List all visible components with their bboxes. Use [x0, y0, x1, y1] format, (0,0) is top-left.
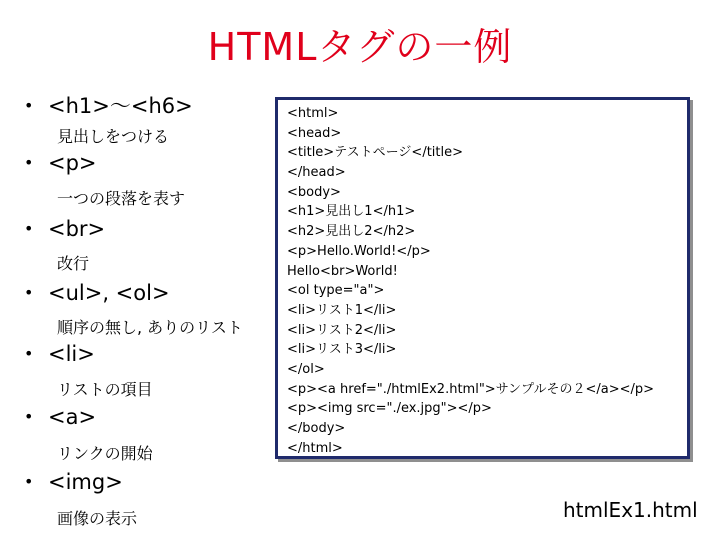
bullet-item	[24, 405, 96, 429]
bullet-item	[24, 470, 123, 494]
code-line: <html>	[287, 106, 339, 121]
code-line: Hello<br>World!	[287, 263, 398, 279]
code-line: </head>	[287, 165, 346, 181]
code-line: <head>	[287, 125, 342, 141]
code-line: <h2>見出し2</h2>	[287, 224, 416, 240]
code-line: <h1>見出し1</h1>	[287, 204, 416, 220]
bullet-description: リストの項目	[57, 380, 153, 399]
code-line: <li>リスト3</li>	[287, 342, 397, 358]
bullet-tag: <ul>, <ol>	[48, 281, 170, 305]
bullet-dot-icon: •	[24, 407, 34, 426]
code-line: <body>	[287, 184, 341, 200]
bullet-description: 順序の無し, ありのリスト	[57, 318, 243, 337]
tag-bullet-list	[24, 0, 274, 540]
bullet-tag: <img>	[48, 470, 123, 494]
bullet-description: リンクの開始	[57, 444, 153, 463]
bullet-item	[24, 342, 95, 366]
bullet-tag: <h1>～<h6>	[48, 94, 193, 118]
bullet-item	[24, 281, 170, 305]
filename-label: htmlEx1.html	[563, 498, 698, 522]
code-line: <title>テストページ</title>	[287, 145, 464, 161]
code-line: <p><img src="./ex.jpg"></p>	[287, 401, 492, 417]
bullet-dot-icon: •	[24, 472, 34, 491]
html-code-listing	[275, 97, 690, 459]
bullet-tag: <br>	[48, 217, 106, 241]
bullet-item	[24, 151, 97, 175]
code-line: </ol>	[287, 361, 325, 377]
bullet-dot-icon: •	[24, 283, 34, 302]
bullet-dot-icon: •	[24, 153, 34, 172]
bullet-dot-icon: •	[24, 344, 34, 363]
bullet-description: 画像の表示	[57, 509, 138, 528]
code-line: <p><a href="./htmlEx2.html">サンプルその２</a></p>	[287, 381, 655, 397]
code-line: <ol type="a">	[287, 283, 385, 299]
code-line: <li>リスト1</li>	[287, 302, 397, 318]
code-line: <li>リスト2</li>	[287, 322, 397, 338]
bullet-item	[24, 90, 193, 120]
bullet-description: 見出しをつける	[57, 127, 170, 146]
code-line: </body>	[287, 421, 346, 436]
bullet-dot-icon: •	[24, 96, 34, 115]
slide-title: HTMLタグの一例	[207, 25, 513, 69]
bullet-description: 改行	[57, 254, 90, 273]
bullet-tag: <p>	[48, 151, 97, 175]
bullet-tag: <a>	[48, 405, 97, 429]
bullet-tag: <li>	[48, 342, 95, 366]
code-line: <p>Hello.World!</p>	[287, 243, 431, 259]
bullet-description: 一つの段落を表す	[57, 189, 186, 208]
bullet-item	[24, 217, 105, 241]
code-line: </html>	[287, 440, 343, 456]
bullet-dot-icon: •	[24, 219, 34, 238]
